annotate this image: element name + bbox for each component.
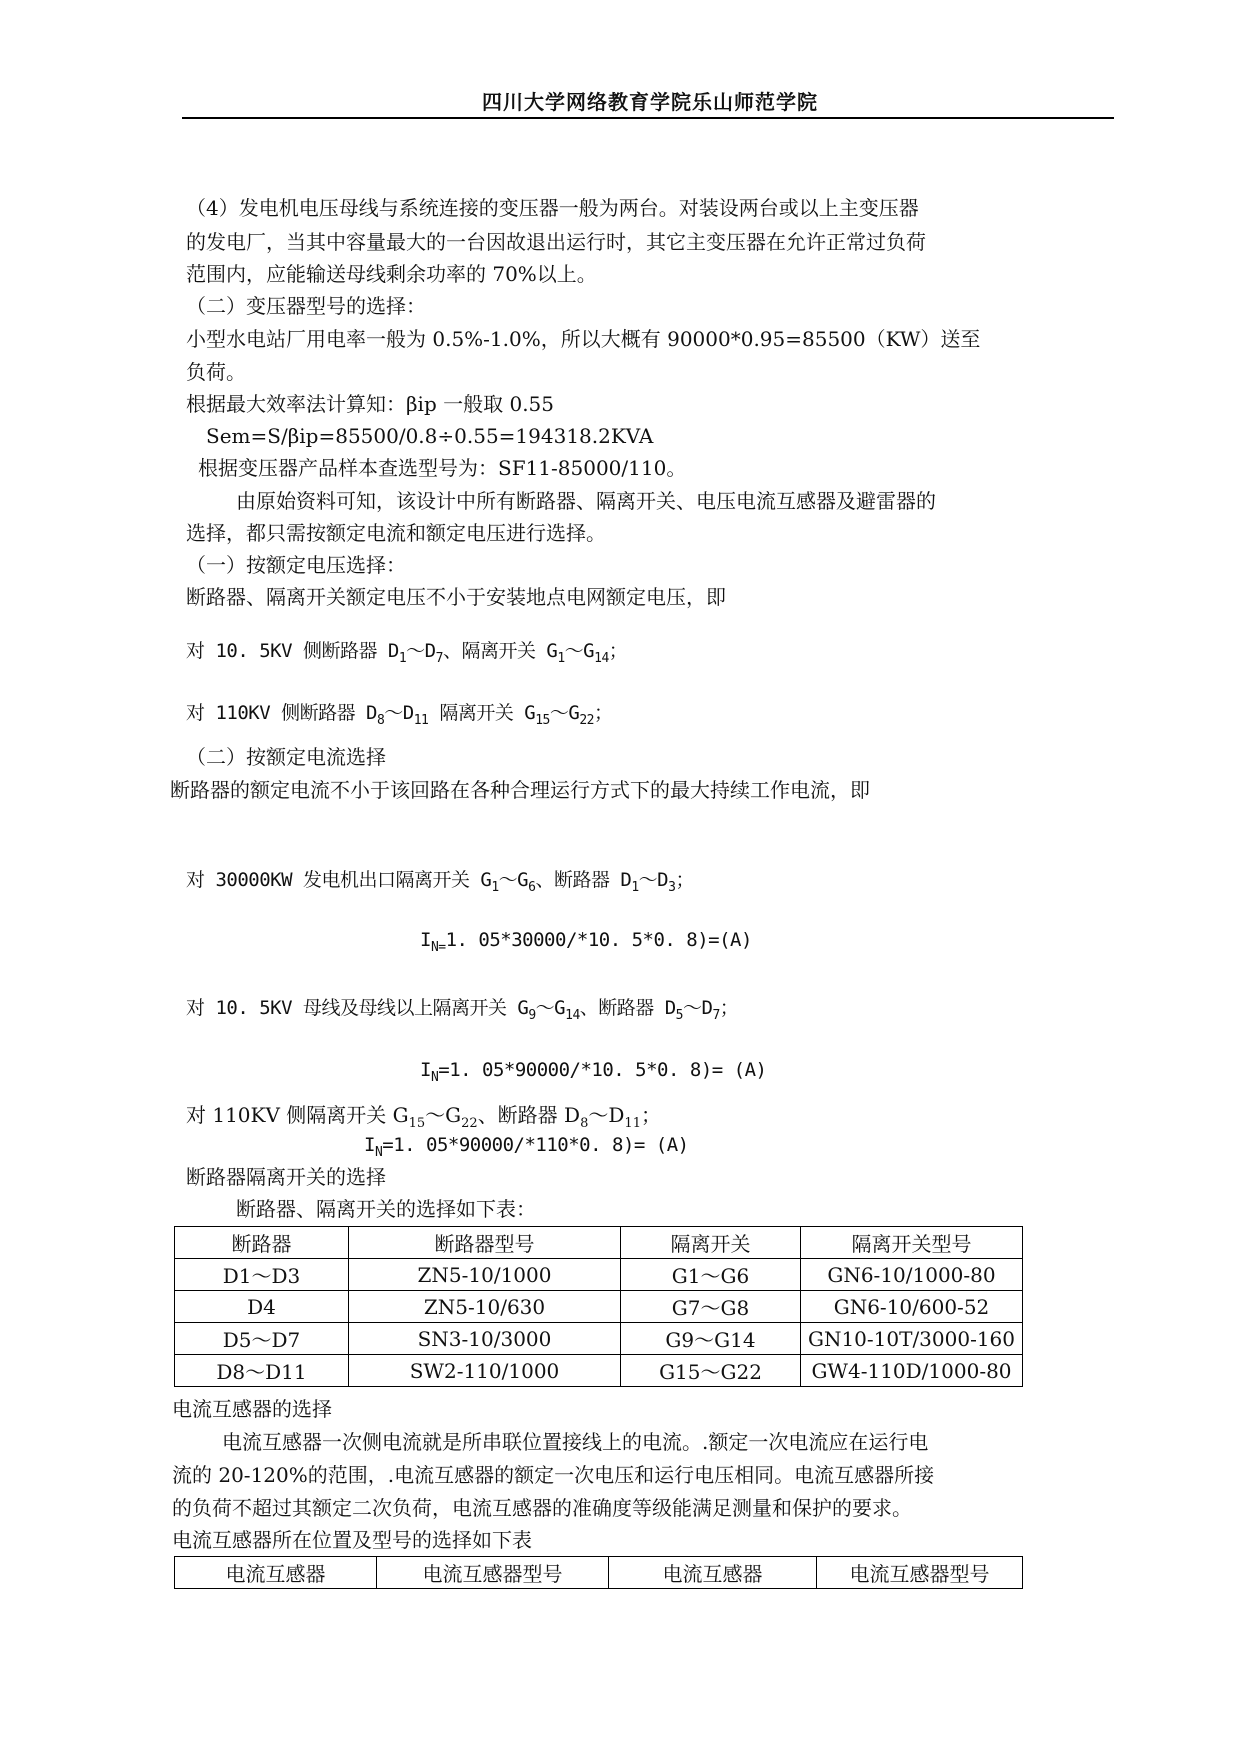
table-header-row [175, 1227, 1023, 1259]
table-cell: G15～G22 [621, 1355, 801, 1387]
current-line-generator: 对 30000KW 发电机出口隔离开关 $G_1\sim G_6$、断路器 $D_1\sim D_3$； [186, 869, 694, 895]
table-header-cell: 断路器 [175, 1227, 349, 1259]
table-cell: SW2-110/1000 [349, 1355, 621, 1387]
paragraph-line: 选择，都只需按额定电流和额定电压进行选择。 [186, 521, 606, 545]
paragraph-line: 负荷。 [186, 360, 246, 384]
section-heading: （二）变压器型号的选择： [186, 294, 426, 318]
paragraph-line: 根据变压器产品样本查选型号为：SF11-85000/110。 [198, 456, 687, 480]
table-header-cell: 电流互感器型号 [817, 1557, 1023, 1589]
table-row [175, 1291, 1023, 1323]
formula-in-3: $I_N=1$. 05*90000/*110*0. 8)= (A) [364, 1134, 689, 1160]
ct-table [174, 1556, 1023, 1589]
table-cell: GW4-110D/1000-80 [801, 1355, 1023, 1387]
table-cell: GN6-10/600-52 [801, 1291, 1023, 1323]
paragraph-line: 电流互感器所在位置及型号的选择如下表 [172, 1528, 532, 1552]
table-cell: SN3-10/3000 [349, 1323, 621, 1355]
table-header-cell: 断路器型号 [349, 1227, 621, 1259]
paragraph-line: 断路器、隔离开关的选择如下表： [236, 1197, 536, 1221]
breaker-table [174, 1226, 1023, 1387]
section-heading: 电流互感器的选择 [172, 1397, 332, 1421]
paragraph-line: 的发电厂，当其中容量最大的一台因故退出运行时，其它主变压器在允许正常过负荷 [186, 230, 926, 254]
header-rule [182, 117, 1114, 119]
table-cell: D5～D7 [175, 1323, 349, 1355]
current-line-busbar: 对 10. 5KV 母线及母线以上隔离开关 $G_9\sim G_{14}$、断路器 $D_5\sim D_7$； [186, 997, 739, 1023]
table-cell: ZN5-10/630 [349, 1291, 621, 1323]
formula-in-1: $I_{N=}1$. 05*30000/*10. 5*0. 8)=(A) [420, 929, 752, 955]
table-header-cell: 电流互感器型号 [377, 1557, 609, 1589]
voltage-line-10kv: 对 10. 5KV 侧断路器 $D_1\sim D_7$、隔离开关 $G_1\sim G_{14}$； [186, 640, 628, 666]
paragraph-line: 电流互感器一次侧电流就是所串联位置接线上的电流。.额定一次电流应在运行电 [222, 1430, 929, 1454]
table-cell: G7～G8 [621, 1291, 801, 1323]
table-header-row [175, 1557, 1023, 1589]
paragraph-line: 由原始资料可知，该设计中所有断路器、隔离开关、电压电流互感器及避雷器的 [236, 489, 936, 513]
paragraph-line: （4）发电机电压母线与系统连接的变压器一般为两台。对装设两台或以上主变压器 [186, 196, 919, 220]
paragraph-line: 范围内，应能输送母线剩余功率的 70%以上。 [186, 262, 597, 286]
section-heading: （二）按额定电流选择 [186, 745, 386, 769]
table-cell: D1～D3 [175, 1259, 349, 1291]
voltage-line-110kv: 对 110KV 侧断路器 $D_8\sim D_{11}$ 隔离开关 $G_{15}\sim G_{22}$； [186, 702, 613, 728]
table-cell: GN6-10/1000-80 [801, 1259, 1023, 1291]
formula-in-2: $I_N=1$. 05*90000/*10. 5*0. 8)= (A) [420, 1059, 767, 1085]
paragraph-line: 的负荷不超过其额定二次负荷，电流互感器的准确度等级能满足测量和保护的要求。 [172, 1496, 912, 1520]
table-row [175, 1355, 1023, 1387]
page-header-title: 四川大学网络教育学院乐山师范学院 [482, 90, 818, 114]
paragraph-line: 小型水电站厂用电率一般为 0.5%-1.0%，所以大概有 90000*0.95=85500（KW）送至 [186, 327, 981, 351]
table-header-cell: 电流互感器 [609, 1557, 817, 1589]
table-cell: G1～G6 [621, 1259, 801, 1291]
paragraph-line: 流的 20-120%的范围，.电流互感器的额定一次电压和运行电压相同。电流互感器所接 [172, 1463, 935, 1487]
table-row [175, 1323, 1023, 1355]
table-cell: G9～G14 [621, 1323, 801, 1355]
section-heading: （一）按额定电压选择： [186, 553, 406, 577]
table-cell: D4 [175, 1291, 349, 1323]
table-header-cell: 隔离开关 [621, 1227, 801, 1259]
section-heading: 断路器隔离开关的选择 [186, 1165, 386, 1189]
table-row [175, 1259, 1023, 1291]
paragraph-line: 断路器的额定电流不小于该回路在各种合理运行方式下的最大持续工作电流，即 [170, 778, 870, 802]
table-header-cell: 隔离开关型号 [801, 1227, 1023, 1259]
table-cell: GN10-10T/3000-160 [801, 1323, 1023, 1355]
table-header-cell: 电流互感器 [175, 1557, 377, 1589]
formula-sem: Sem=S/βip=85500/0.8÷0.55=194318.2KVA [206, 424, 654, 448]
table-cell: ZN5-10/1000 [349, 1259, 621, 1291]
current-line-110kv: 对 110KV 侧隔离开关 $G_{15}\sim G_{22}$、断路器 $D_8\sim D_{11}$； [186, 1103, 661, 1131]
paragraph-line: 根据最大效率法计算知：βip 一般取 0.55 [186, 392, 555, 416]
paragraph-line: 断路器、隔离开关额定电压不小于安装地点电网额定电压，即 [186, 585, 726, 609]
table-cell: D8～D11 [175, 1355, 349, 1387]
